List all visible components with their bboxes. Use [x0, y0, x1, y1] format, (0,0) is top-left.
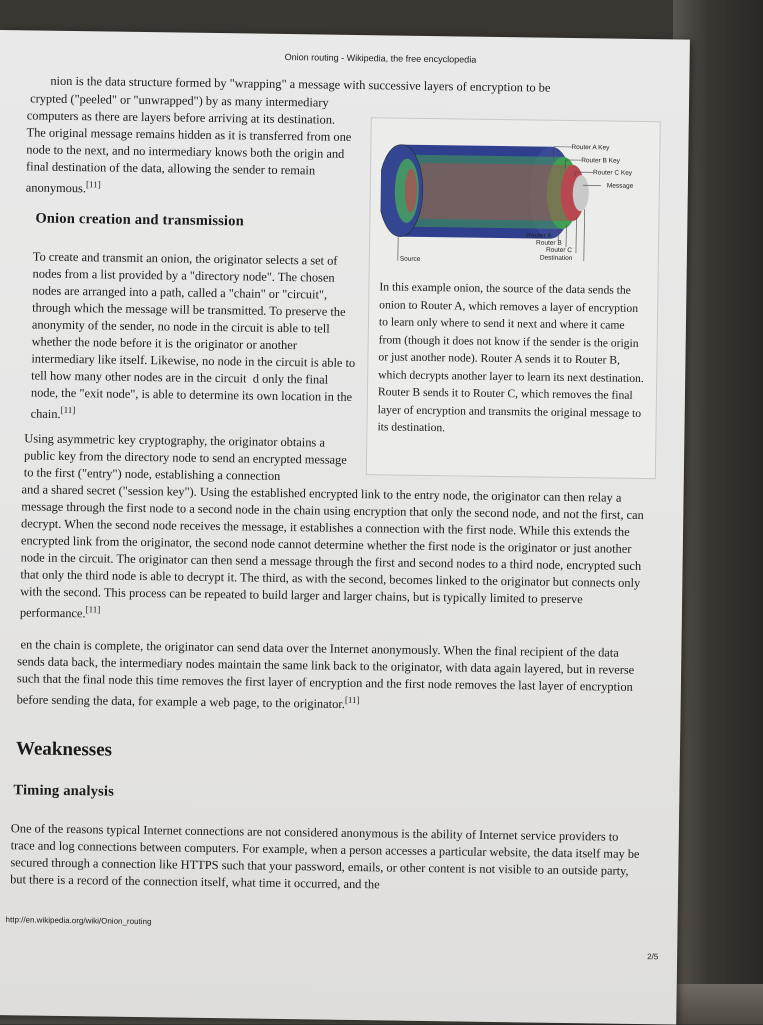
intro-line1: nion is the data structure formed by "wrapping" a message with successive layers of encryption to be [47, 73, 627, 98]
timing-analysis-para: One of the reasons typical Internet connections are not considered anonymous is the ability of Internet service providers to trace and log connections between computers. For example, when a person accesses a particular website, the data itself may be secured through a connection like HTTPS such that your password, emails, or other content is not visible to an outside party, but there is a record of the connection itself, what time it occurred, and the [10, 820, 643, 897]
timing-analysis-heading: Timing analysis [13, 782, 114, 800]
label-router-a: Router A [526, 232, 552, 239]
creation-para2-full: and a shared secret ("session key"). Using the established encrypted link to the entry node, the originator can then relay a message through the first node to a second node in the chain using encryption that only the second node, and not the first, can decrypt. When the second node receives the message, it establishes a connection with the first node. While this extends the encrypted link from the originator, the second node cannot determine whether the first node is the originator or just another node in the circuit. The originator can then send a message through the first and second nodes to a third node, encrypted such that only the third node is able to decrypt it. The third, as with the second, becomes linked to the originator but connects only with the second. This process can be repeated to build larger and larger chains, but is typically limited to preserve performance.[11] [20, 481, 648, 630]
label-source: Source [400, 256, 421, 263]
label-destination: Destination [540, 255, 573, 262]
label-router-b: Router B [536, 240, 562, 247]
label-router-b-key: Router B Key [581, 157, 621, 165]
figure-box [366, 117, 661, 479]
weaknesses-heading: Weaknesses [16, 738, 112, 761]
inner-layer-body [420, 163, 571, 221]
page-header: Onion routing - Wikipedia, the free encyclopedia [285, 52, 477, 65]
creation-para2-column: Using asymmetric key cryptography, the originator obtains a public key from the directory node to send an encrypted message to the first ("entry") node, establishing a connection [24, 430, 355, 486]
footer-url: http://en.wikipedia.org/wiki/Onion_routing [6, 915, 152, 926]
label-router-a-key: Router A Key [571, 144, 610, 152]
intro-rest: crypted ("peeled" or "unwrapped") by as many intermediary computers as there are layers before arriving at its destination. The original message remains hidden as it is transferred from one node to the next, and no intermediary knows both the origin and final destination of the data, allowing the sender to remain anonymous.[11] [26, 90, 357, 201]
creation-heading: Onion creation and transmission [35, 211, 244, 231]
label-router-c-key: Router C Key [593, 169, 633, 177]
creation-para3: en the chain is complete, the originator can send data over the Internet anonymously. When the final recipient of the data sends data back, the intermediary nodes maintain the same link back to the originator, with data again layered, but in reverse such that the final node this time removes the first layer of encryption and the first node removes the last layer of encryption before sending the data, for example a web page, to the originator.[11] [17, 636, 650, 717]
figure-caption: In this example onion, the source of the data sends the onion to Router A, which removes a layer of encryption to learn only where to send it next and where it came from (though it does not know if the sender is the origin or just another node). Router A sends it to Router B, which decrypts another layer to learn its next destination. Router B sends it to Router C, which removes the final layer of encryption and transmits the original message to its destination. [377, 278, 647, 439]
label-message: Message [607, 182, 634, 189]
printed-page [0, 30, 690, 1025]
onion-diagram [380, 126, 650, 270]
creation-para1: To create and transmit an onion, the originator selects a set of nodes from a list provided by a "directory node". The chosen nodes are arranged into a path, called a "chain" or "circuit", through which the message will be transmitted. To preserve the anonymity of the sender, no node in the circuit is able to tell whether the node before it is the originator or another intermediary like itself. Likewise, no node in the circuit is able to tell how many other nodes are in the circuit d only the final node, the "exit node", is able to determine its own location in the chain.[11] [31, 248, 359, 427]
page-number: 2/5 [647, 952, 658, 961]
label-router-c: Router C [546, 247, 572, 254]
